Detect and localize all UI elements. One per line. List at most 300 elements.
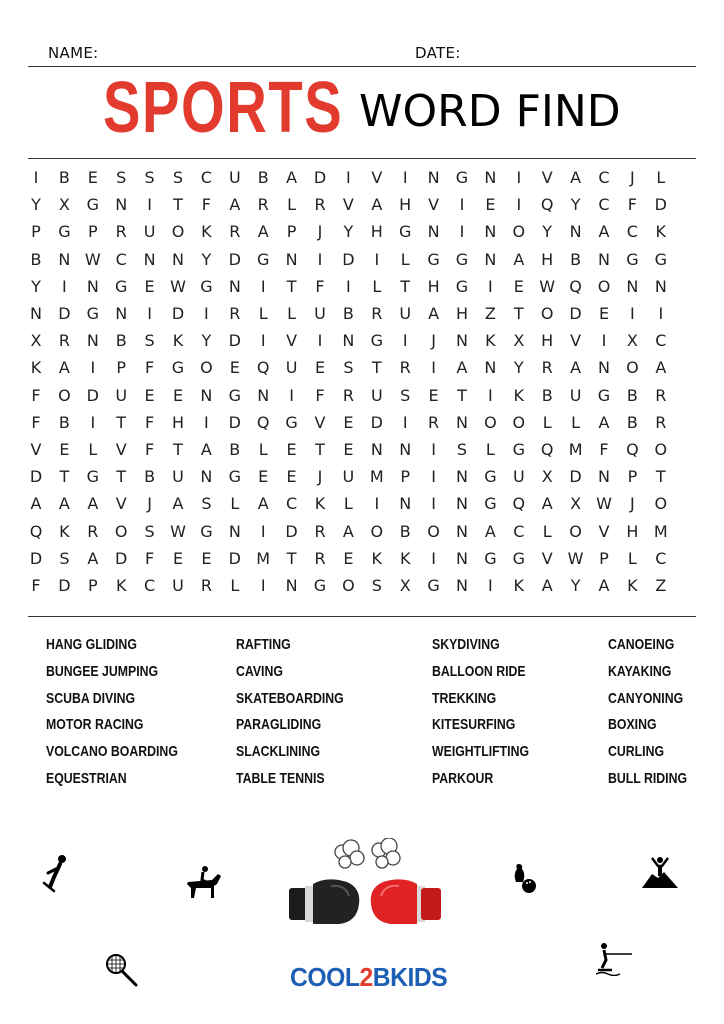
word-item: SKYDIVING bbox=[432, 636, 500, 653]
word-column bbox=[236, 632, 367, 793]
grid-letter: C bbox=[144, 576, 156, 595]
grid-letter: I bbox=[62, 276, 67, 296]
grid-letter: G bbox=[86, 467, 99, 487]
grid-letter: G bbox=[455, 168, 469, 187]
grid-letter: N bbox=[143, 249, 156, 269]
ski-jumper-icon bbox=[40, 853, 74, 893]
grid-letter: B bbox=[570, 249, 582, 269]
grid-letter: G bbox=[200, 276, 213, 296]
grid-letter: E bbox=[343, 548, 354, 568]
grid-letter: E bbox=[485, 195, 496, 215]
grid-letter: S bbox=[144, 331, 155, 351]
grid-letter: G bbox=[626, 249, 639, 269]
grid-letter: L bbox=[656, 168, 666, 187]
grid-letter: N bbox=[456, 548, 468, 568]
grid-letter: W bbox=[596, 494, 612, 514]
grid-letter: F bbox=[31, 576, 41, 595]
grid-letter: E bbox=[59, 440, 70, 459]
grid-letter: H bbox=[370, 222, 383, 242]
grid-letter: S bbox=[201, 494, 212, 514]
grid-letter: W bbox=[170, 521, 186, 541]
word-item: KITESURFING bbox=[432, 716, 516, 734]
grid-letter: I bbox=[289, 385, 294, 405]
name-label: NAME: bbox=[48, 44, 99, 62]
word-item: RAFTING bbox=[236, 636, 291, 653]
grid-letter: N bbox=[456, 521, 468, 541]
grid-letter: T bbox=[371, 358, 382, 378]
grid-letter: B bbox=[626, 412, 638, 432]
grid-letter: Q bbox=[256, 358, 270, 378]
grid-letter: E bbox=[229, 358, 240, 378]
grid-letter: U bbox=[143, 222, 156, 242]
grid-letter: A bbox=[257, 222, 269, 242]
grid-letter: A bbox=[598, 222, 610, 242]
grid-letter: P bbox=[87, 222, 98, 242]
grid-letter: T bbox=[59, 467, 70, 487]
grid-letter: N bbox=[228, 276, 241, 296]
grid-letter: H bbox=[171, 412, 185, 432]
grid-letter: C bbox=[626, 222, 638, 242]
grid-letter: A bbox=[87, 548, 99, 568]
grid-letter: O bbox=[58, 385, 71, 405]
grid-letter: Y bbox=[343, 222, 354, 242]
grid-letter: S bbox=[59, 548, 70, 568]
grid-letter: X bbox=[626, 331, 638, 351]
grid-letter: D bbox=[171, 304, 185, 323]
word-column bbox=[608, 632, 704, 793]
grid-letter: R bbox=[655, 412, 667, 432]
grid-letter: V bbox=[371, 168, 383, 187]
title-word-find: WORD FIND bbox=[359, 86, 621, 137]
grid-letter: U bbox=[314, 304, 326, 323]
grid-letter: O bbox=[200, 358, 213, 378]
grid-letter: G bbox=[171, 358, 185, 378]
grid-letter: I bbox=[147, 304, 152, 323]
grid-letter: N bbox=[115, 304, 128, 323]
grid-letter: O bbox=[342, 576, 355, 595]
grid-letter: P bbox=[116, 358, 127, 378]
grid-letter: I bbox=[431, 494, 436, 514]
grid-letter: E bbox=[428, 385, 439, 405]
grid-letter: N bbox=[86, 331, 99, 351]
grid-letter: P bbox=[599, 548, 609, 568]
grid-letter: I bbox=[346, 276, 351, 296]
grid-letter: K bbox=[371, 548, 383, 568]
grid-letter: B bbox=[144, 467, 156, 487]
grid-letter: V bbox=[598, 521, 610, 541]
word-item: SLACKLINING bbox=[236, 743, 321, 761]
grid-letter: N bbox=[172, 249, 184, 269]
grid-letter: H bbox=[541, 331, 554, 351]
grid-letter: G bbox=[86, 304, 99, 323]
grid-letter: I bbox=[33, 168, 39, 187]
grid-letter: T bbox=[286, 548, 297, 568]
grid-letter: G bbox=[597, 385, 611, 405]
word-item: VOLCANO BOARDING bbox=[46, 743, 178, 761]
grid-letter: R bbox=[58, 331, 70, 351]
grid-letter: I bbox=[260, 576, 266, 595]
grid-letter: R bbox=[229, 304, 241, 323]
grid-letter: B bbox=[541, 385, 553, 405]
grid-letter: G bbox=[86, 195, 99, 215]
grid-letter: I bbox=[459, 195, 465, 215]
grid-letter: N bbox=[598, 358, 610, 378]
grid-letter: G bbox=[654, 249, 667, 269]
grid-letter: I bbox=[147, 195, 152, 215]
grid-letter: K bbox=[513, 576, 525, 595]
grid-letter: I bbox=[204, 412, 209, 432]
grid-letter: R bbox=[342, 385, 354, 405]
grid-letter: D bbox=[58, 576, 71, 595]
grid-letter: D bbox=[285, 521, 298, 541]
grid-letter: B bbox=[342, 304, 354, 323]
boxing-gloves-icon bbox=[287, 838, 443, 934]
grid-letter: O bbox=[370, 521, 384, 541]
grid-letter: T bbox=[173, 195, 183, 215]
grid-letter: D bbox=[342, 249, 355, 269]
grid-letter: A bbox=[58, 494, 70, 514]
cool2bkids-logo bbox=[290, 962, 447, 993]
grid-letter: O bbox=[512, 412, 526, 432]
grid-letter: A bbox=[570, 358, 582, 378]
grid-letter: I bbox=[431, 467, 436, 487]
grid-letter: M bbox=[256, 548, 271, 568]
grid-letter: N bbox=[427, 222, 440, 242]
grid-letter: Y bbox=[570, 576, 581, 595]
grid-letter: N bbox=[456, 467, 468, 487]
grid-letter: T bbox=[315, 440, 325, 459]
grid-letter: G bbox=[427, 249, 440, 269]
grid-letter: D bbox=[228, 412, 241, 432]
grid-letter: I bbox=[402, 331, 408, 351]
grid-letter: P bbox=[286, 222, 297, 242]
grid-letter: I bbox=[431, 548, 436, 568]
grid-letter: B bbox=[30, 249, 42, 269]
grid-letter: X bbox=[30, 331, 42, 351]
grid-letter: L bbox=[542, 412, 552, 432]
word-item: SCUBA DIVING bbox=[46, 689, 136, 707]
grid-letter: C bbox=[598, 168, 610, 187]
grid-letter: A bbox=[172, 494, 184, 514]
grid-letter: N bbox=[654, 276, 667, 296]
grid-letter: H bbox=[455, 304, 469, 323]
grid-letter: A bbox=[371, 195, 383, 215]
grid-letter: J bbox=[431, 331, 436, 351]
grid-letter: N bbox=[285, 576, 298, 595]
grid-letter: R bbox=[428, 412, 440, 432]
grid-letter: A bbox=[655, 358, 667, 378]
grid-letter: E bbox=[172, 548, 184, 568]
grid-letter: E bbox=[201, 548, 212, 568]
grid-letter: L bbox=[287, 195, 297, 215]
grid-letter: C bbox=[513, 521, 525, 541]
grid-letter: W bbox=[539, 276, 556, 296]
grid-letter: K bbox=[485, 331, 496, 351]
grid-letter: V bbox=[30, 440, 42, 459]
grid-letter: T bbox=[116, 412, 127, 432]
grid-letter: E bbox=[513, 276, 524, 296]
grid-letter: V bbox=[342, 195, 354, 215]
grid-letter: J bbox=[630, 494, 635, 514]
grid-letter: N bbox=[569, 222, 582, 242]
grid-letter: P bbox=[87, 576, 98, 595]
grid-letter: V bbox=[541, 548, 553, 568]
grid-letter: N bbox=[257, 385, 270, 405]
grid-letter: X bbox=[58, 195, 70, 215]
grid-letter: S bbox=[144, 521, 155, 541]
grid-letter: O bbox=[626, 358, 639, 378]
grid-letter: O bbox=[114, 521, 128, 541]
grid-letter: I bbox=[431, 440, 436, 459]
grid-letter: I bbox=[431, 358, 436, 378]
grid-letter: N bbox=[626, 276, 639, 296]
grid-letter: G bbox=[313, 576, 327, 595]
grid-letter: E bbox=[343, 440, 354, 459]
grid-letter: G bbox=[256, 249, 270, 269]
grid-letter: E bbox=[286, 440, 297, 459]
grid-letter: L bbox=[287, 304, 297, 323]
grid-letter: F bbox=[315, 385, 325, 405]
grid-letter: S bbox=[116, 168, 127, 187]
grid-letter: A bbox=[541, 494, 553, 514]
grid-letter: S bbox=[144, 168, 155, 187]
logo-part-bkids: BKIDS bbox=[372, 962, 448, 992]
word-item: BALLOON RIDE bbox=[432, 662, 526, 680]
grid-letter: A bbox=[286, 168, 298, 187]
grid-letter: Q bbox=[540, 195, 554, 215]
grid-letter: U bbox=[172, 576, 184, 595]
grid-letter: E bbox=[144, 276, 155, 296]
grid-letter: V bbox=[115, 494, 127, 514]
grid-letter: I bbox=[516, 195, 522, 215]
grid-letter: E bbox=[87, 168, 98, 187]
grid-letter: H bbox=[427, 276, 440, 296]
word-item: SKATEBOARDING bbox=[236, 689, 344, 707]
grid-letter: N bbox=[598, 249, 610, 269]
grid-letter: R bbox=[314, 195, 326, 215]
grid-letter: U bbox=[342, 467, 355, 487]
grid-letter: X bbox=[570, 494, 582, 514]
logo-part-cool: COOL bbox=[290, 962, 360, 992]
title-sports: SPORTS bbox=[103, 68, 344, 148]
grid-letter: L bbox=[627, 548, 637, 568]
grid-letter: O bbox=[171, 222, 185, 242]
grid-letter: A bbox=[541, 576, 553, 595]
bowling-icon bbox=[512, 862, 538, 894]
grid-letter: R bbox=[655, 385, 667, 405]
grid-letter: B bbox=[58, 412, 70, 432]
grid-letter: D bbox=[228, 249, 241, 269]
grid-letter: J bbox=[630, 168, 635, 187]
grid-letter: M bbox=[369, 467, 384, 487]
grid-letter: Y bbox=[513, 358, 524, 378]
grid-letter: I bbox=[516, 168, 522, 187]
grid-letter: Z bbox=[484, 304, 496, 323]
word-item: CURLING bbox=[608, 743, 665, 761]
grid-letter: G bbox=[398, 222, 412, 242]
grid-letter: N bbox=[456, 412, 468, 432]
grid-letter: N bbox=[456, 494, 468, 514]
grid-letter: C bbox=[286, 494, 298, 514]
grid-letter: G bbox=[228, 385, 241, 405]
grid-letter: I bbox=[317, 249, 323, 269]
grid-letter: E bbox=[598, 304, 610, 323]
grid-letter: F bbox=[201, 195, 211, 215]
grid-letter: O bbox=[540, 304, 554, 323]
grid-letter: K bbox=[59, 521, 70, 541]
grid-letter: U bbox=[285, 358, 298, 378]
grid-letter: I bbox=[459, 222, 465, 242]
grid-letter: S bbox=[343, 358, 354, 378]
grid-letter: I bbox=[630, 304, 635, 323]
grid-letter: F bbox=[315, 276, 325, 296]
grid-letter: N bbox=[484, 358, 497, 378]
grid-letter: A bbox=[513, 249, 525, 269]
word-item: CANOEING bbox=[608, 636, 675, 653]
grid-letter: P bbox=[31, 222, 41, 242]
grid-letter: D bbox=[29, 467, 43, 487]
grid-letter: M bbox=[568, 440, 583, 459]
grid-letter: C bbox=[655, 548, 667, 568]
word-item: CAVING bbox=[236, 662, 283, 680]
horse-rider-icon bbox=[184, 866, 224, 900]
grid-letter: B bbox=[229, 440, 241, 459]
grid-letter: V bbox=[570, 331, 582, 351]
grid-letter: E bbox=[172, 385, 184, 405]
grid-letter: V bbox=[286, 331, 298, 351]
grid-letter: Y bbox=[570, 195, 581, 215]
grid-letter: P bbox=[627, 467, 638, 487]
grid-letter: E bbox=[144, 385, 155, 405]
word-item: KAYAKING bbox=[608, 662, 672, 680]
grid-letter: P bbox=[400, 467, 411, 487]
grid-letter: N bbox=[456, 331, 468, 351]
grid-letter: G bbox=[512, 548, 525, 568]
grid-letter: C bbox=[598, 195, 610, 215]
grid-letter: W bbox=[84, 249, 101, 269]
grid-letter: H bbox=[626, 521, 639, 541]
word-item: PARKOUR bbox=[432, 769, 494, 787]
grid-letter: E bbox=[286, 467, 297, 487]
badminton-icon bbox=[104, 953, 142, 989]
grid-letter: F bbox=[31, 412, 41, 432]
grid-letter: N bbox=[58, 249, 71, 269]
grid-letter: M bbox=[653, 521, 668, 541]
word-column bbox=[432, 632, 550, 793]
grid-letter: T bbox=[655, 467, 666, 487]
grid-letter: I bbox=[260, 276, 266, 296]
grid-letter: L bbox=[88, 440, 98, 459]
grid-letter: T bbox=[286, 276, 297, 296]
grid-letter: I bbox=[90, 358, 96, 378]
grid-letter: V bbox=[541, 168, 553, 187]
grid-letter: F bbox=[599, 440, 609, 459]
grid-letter: O bbox=[427, 521, 440, 541]
grid-letter: D bbox=[370, 412, 383, 432]
climber-icon bbox=[640, 856, 680, 890]
grid-letter: I bbox=[317, 331, 323, 351]
grid-letter: Q bbox=[29, 521, 43, 541]
grid-letter: G bbox=[200, 521, 213, 541]
grid-letter: K bbox=[513, 385, 525, 405]
grid-letter: T bbox=[116, 467, 127, 487]
grid-letter: V bbox=[115, 440, 127, 459]
grid-letter: Y bbox=[542, 222, 553, 242]
grid-letter: N bbox=[115, 195, 128, 215]
grid-letter: I bbox=[402, 168, 408, 187]
grid-letter: G bbox=[58, 222, 71, 242]
grid-letter: D bbox=[29, 548, 43, 568]
grid-letter: S bbox=[456, 440, 468, 459]
grid-letter: T bbox=[173, 440, 183, 459]
grid-letter: S bbox=[371, 576, 382, 595]
grid-letter: E bbox=[343, 412, 354, 432]
grid-letter: I bbox=[374, 249, 380, 269]
grid-letter: D bbox=[569, 467, 582, 487]
grid-letter: L bbox=[485, 440, 495, 459]
grid-letter: G bbox=[512, 440, 525, 459]
grid-rule bbox=[28, 616, 696, 617]
grid-letter: I bbox=[346, 168, 351, 187]
grid-letter: T bbox=[457, 385, 467, 405]
grid-letter: J bbox=[317, 222, 323, 242]
grid-letter: G bbox=[427, 576, 440, 595]
word-item: MOTOR RACING bbox=[46, 716, 144, 734]
grid-letter: Q bbox=[256, 412, 270, 432]
grid-letter: O bbox=[484, 412, 497, 432]
grid-letter: R bbox=[115, 222, 127, 242]
grid-letter: X bbox=[541, 467, 553, 487]
grid-letter: V bbox=[428, 195, 440, 215]
grid-letter: O bbox=[512, 222, 526, 242]
grid-letter: I bbox=[260, 331, 266, 351]
grid-letter: R bbox=[541, 358, 553, 378]
grid-letter: A bbox=[87, 494, 99, 514]
grid-letter: Q bbox=[626, 440, 639, 459]
grid-letter: Q bbox=[512, 494, 526, 514]
grid-letter: A bbox=[342, 521, 354, 541]
grid-letter: J bbox=[317, 467, 323, 487]
grid-letter: H bbox=[541, 249, 554, 269]
grid-letter: I bbox=[488, 385, 493, 405]
grid-letter: D bbox=[313, 168, 327, 187]
grid-letter: Y bbox=[201, 331, 212, 351]
grid-letter: R bbox=[314, 521, 326, 541]
grid-letter: N bbox=[228, 521, 241, 541]
grid-letter: K bbox=[314, 494, 326, 514]
date-label: DATE: bbox=[415, 44, 461, 62]
grid-letter: L bbox=[343, 494, 353, 514]
grid-letter: I bbox=[402, 412, 408, 432]
grid-letter: S bbox=[172, 168, 184, 187]
grid-letter: I bbox=[488, 276, 493, 296]
word-item: TREKKING bbox=[432, 689, 497, 707]
grid-letter: N bbox=[370, 440, 383, 459]
grid-letter: I bbox=[374, 494, 380, 514]
grid-letter: D bbox=[58, 304, 71, 323]
word-item: EQUESTRIAN bbox=[46, 769, 127, 787]
grid-letter: D bbox=[228, 331, 241, 351]
word-item: HANG GLIDING bbox=[46, 636, 137, 653]
grid-letter: F bbox=[31, 385, 41, 405]
grid-letter: I bbox=[601, 331, 607, 351]
grid-letter: Z bbox=[655, 576, 667, 595]
header-rule bbox=[28, 66, 696, 67]
grid-letter: A bbox=[598, 576, 610, 595]
grid-letter: J bbox=[147, 494, 152, 514]
word-item: PARAGLIDING bbox=[236, 716, 322, 734]
grid-letter: G bbox=[370, 331, 383, 351]
